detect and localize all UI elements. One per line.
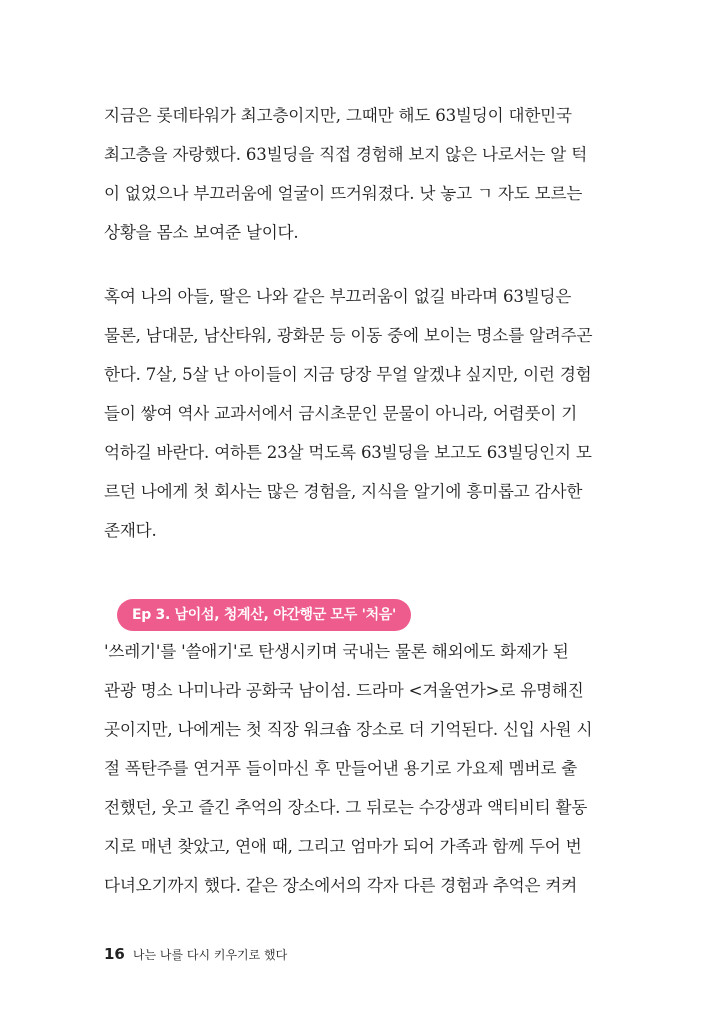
text-line: 르던 나에게 첫 회사는 많은 경험을, 지식을 알기에 흥미롭고 감사한 <box>104 482 583 501</box>
episode-title-badge: Ep 3. 남이섬, 청계산, 야간행군 모두 '처음' <box>117 599 411 631</box>
paragraph-2 <box>104 277 612 550</box>
text-line: 다녀오기까지 했다. 같은 장소에서의 각자 다른 경험과 추억은 켜켜 <box>104 876 578 895</box>
text-line: 상황을 몸소 보여준 날이다. <box>104 223 299 242</box>
page-footer <box>104 944 287 963</box>
text-line: 한다. 7살, 5살 난 아이들이 지금 당장 무얼 알겠냐 싶지만, 이런 경험 <box>104 365 592 384</box>
running-title: 나는 나를 다시 키우기로 했다 <box>132 948 288 962</box>
text-line: 관광 명소 나미나라 공화국 남이섬. 드라마 <겨울연가>로 유명해진 <box>104 681 584 700</box>
text-line: 존재다. <box>104 521 157 540</box>
text-line: 물론, 남대문, 남산타워, 광화문 등 이동 중에 보이는 명소를 알려주곤 <box>104 326 593 345</box>
paragraph-1 <box>104 96 612 252</box>
text-line: 억하길 바란다. 여하튼 23살 먹도록 63빌딩을 보고도 63빌딩인지 모 <box>104 443 592 462</box>
text-line: 들이 쌓여 역사 교과서에서 금시초문인 문물이 아니라, 어렴풋이 기 <box>104 404 578 423</box>
text-line: 이 없었으나 부끄러움에 얼굴이 뜨거워졌다. 낫 놓고 ㄱ 자도 모르는 <box>104 184 583 203</box>
text-line: 전했던, 웃고 즐긴 추억의 장소다. 그 뒤로는 수강생과 액티비티 활동 <box>104 798 588 817</box>
text-line: '쓰레기'를 '쓸애기'로 탄생시키며 국내는 물론 해외에도 화제가 된 <box>104 642 569 661</box>
text-line: 지금은 롯데타워가 최고층이지만, 그때만 해도 63빌딩이 대한민국 <box>104 106 572 125</box>
page-number: 16 <box>104 945 125 963</box>
text-line: 최고층을 자랑했다. 63빌딩을 직접 경험해 보지 않은 나로서는 알 턱 <box>104 145 588 164</box>
text-line: 지로 매년 찾았고, 연애 때, 그리고 엄마가 되어 가족과 함께 두어 번 <box>104 837 582 856</box>
text-line: 곳이지만, 나에게는 첫 직장 워크숍 장소로 더 기억된다. 신입 사원 시 <box>104 720 593 739</box>
paragraph-3 <box>104 632 612 905</box>
text-line: 절 폭탄주를 연거푸 들이마신 후 만들어낸 용기로 가요제 멤버로 출 <box>104 759 578 778</box>
text-line: 혹여 나의 아들, 딸은 나와 같은 부끄러움이 없길 바라며 63빌딩은 <box>104 287 572 306</box>
